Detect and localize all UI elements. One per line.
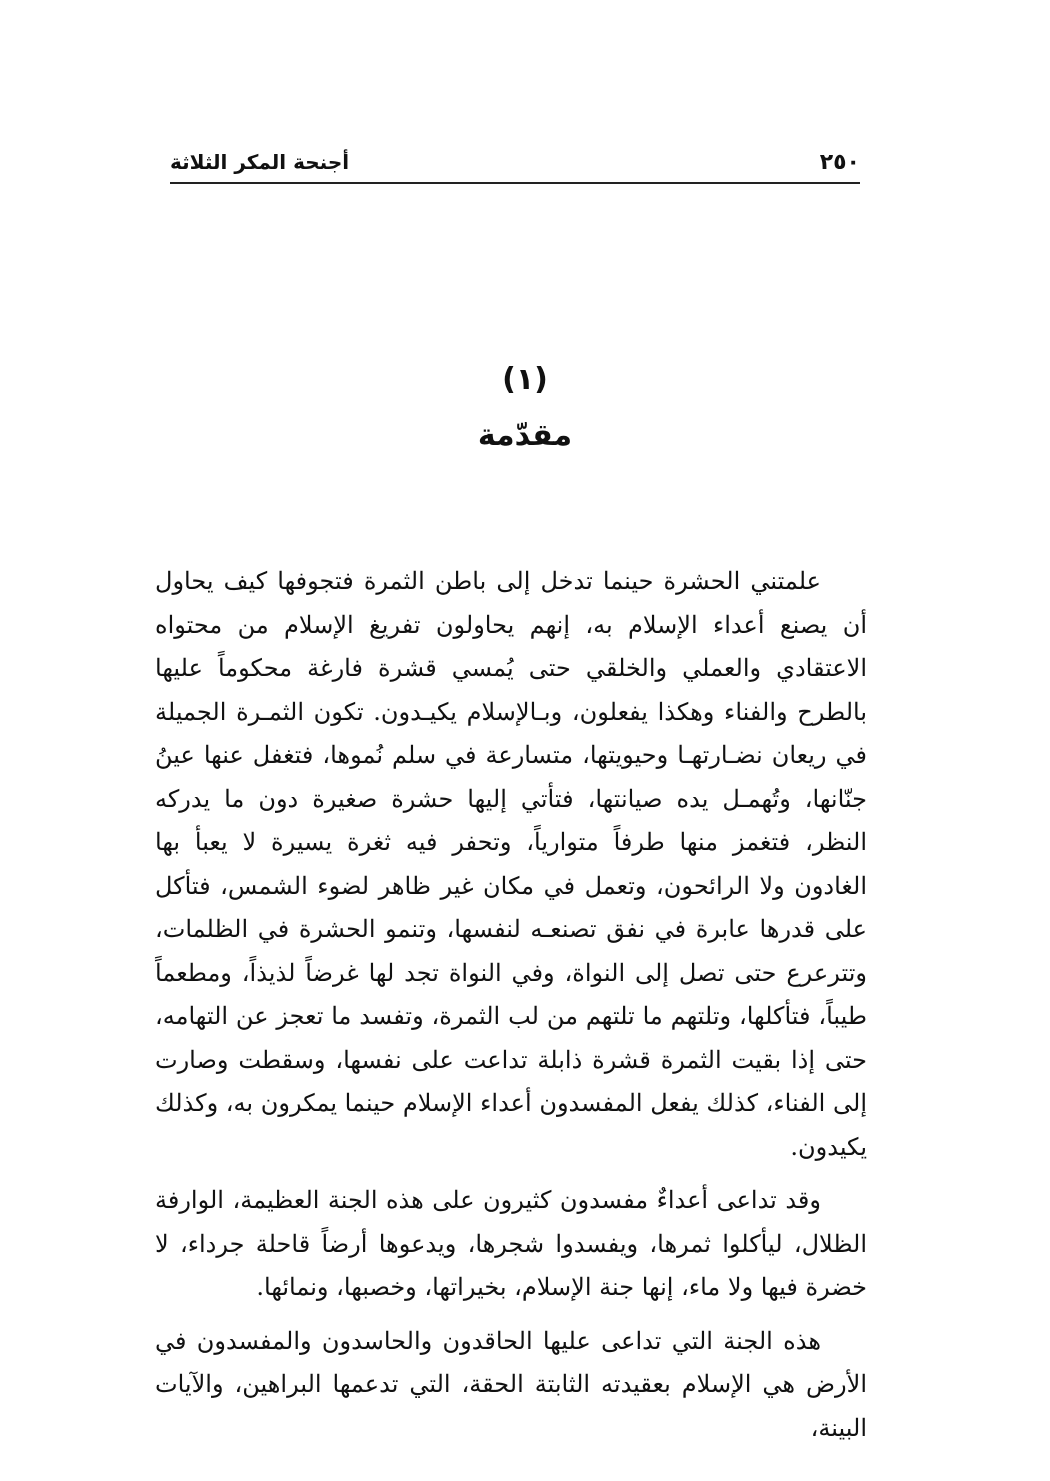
chapter-title: مقدّمة — [477, 418, 573, 453]
paragraph: علمتني الحشرة حينما تدخل إلى باطن الثمرة فتجوفها كيف يحاول أن يصنع أعداء الإسلام به، إنهم يحاولون تفريغ الإسلام من محتواه الاعتقادي والعملي والخلقي حتى يُمسي قشرة فارغة محكوماً عليها بالطرح والفناء وهكذا يفعلون، وبـالإسلام يكيـدون. تكون الثمـرة الجميلة في ريعان نضـارتهـا وحيويتها، متسارعة في سلم نُموها، فتغفل عنها عينُ جنّانها، وتُهمـل يده صيانتها، فتأتي إليها حشرة صغيرة دون ما يدركه النظر، فتغمز منها طرفاً متوارياً، وتحفر فيه ثغرة يسيرة لا يعبأ بها الغادون ولا الرائحون، وتعمل في مكان غير ظاهر لضوء الشمس، فتأكل على قدرها عابرة في نفق تصنعـه لنفسها، وتنمو الحشرة في الظلمات، وتترعرع حتى تصل إلى النواة، وفي النواة تجد لها غرضاً لذيذاً، ومطعماً طيباً، فتأكلها، وتلتهم ما تلتهم من لب الثمرة، وتفسد ما تعجز عن التهامه، حتى إذا بقيت الثمرة قشرة ذابلة تداعت على نفسها، وسقطت وصارت إلى الفناء، كذلك يفعل المفسدون أعداء الإسلام حينما يمكرون به، وكذلك يكيدون. — [155, 567, 867, 1161]
page-number: ٢٥٠ — [819, 150, 860, 175]
running-header — [170, 146, 860, 184]
book-title: أجنحة المكر الثلاثة — [170, 150, 350, 174]
paragraph: وقد تداعى أعداءٌ مفسدون كثيرون على هذه الجنة العظيمة، الوارفة الظلال، ليأكلوا ثمرها، ويفسدوا شجرها، ويدعوها أرضاً قاحلة جرداء، لا خضرة فيها ولا ماء، إنها جنة الإسلام، بخيراتها، وخصبها، ونمائها. — [155, 1186, 867, 1301]
paragraph: هذه الجنة التي تداعى عليها الحاقدون والحاسدون والمفسدون في الأرض هي الإسلام بعقيدته الثابتة الحقة، التي تدعمها البراهين، والآيات البينة، — [155, 1326, 867, 1442]
chapter-number: (١) — [502, 362, 548, 397]
body-text — [155, 560, 867, 1460]
